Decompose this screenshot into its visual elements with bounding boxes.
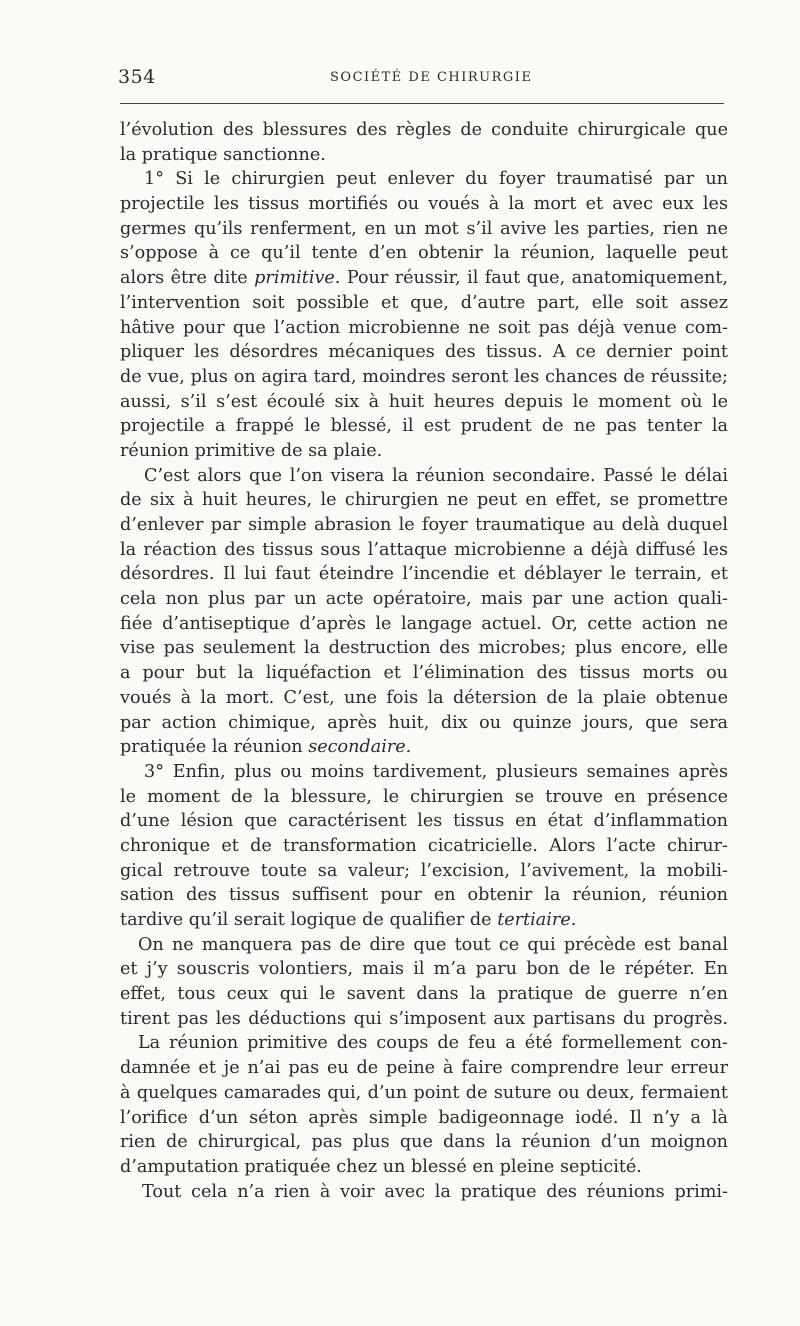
text-line: La réunion primitive des coups de feu a été formellement con- [138, 1033, 728, 1054]
page-number: 354 [118, 66, 156, 88]
text-line: s’oppose à ce qu’il tente d’en obtenir la réunion, laquelle peut [120, 243, 728, 264]
text-line [120, 266, 728, 291]
text-line: à quelques camarades qui, d’un point de suture ou deux, fermaient [120, 1082, 728, 1103]
text-line: cela non plus par un acte opératoire, mais par une action quali- [120, 589, 728, 610]
text-line: rien de chirurgical, pas plus que dans la réunion d’un moignon [120, 1132, 728, 1153]
italic-term: secondaire. [308, 737, 412, 758]
text-line: fiée d’antiseptique d’après le langage actuel. Or, cette action ne [120, 613, 728, 634]
text-line: le moment de la blessure, le chirurgien se trouve en présence [120, 786, 728, 807]
text-line: chronique et de transformation cicatricielle. Alors l’acte chirur- [120, 835, 728, 856]
text-line: Tout cela n’a rien à voir avec la pratique des réunions primi- [142, 1181, 728, 1202]
text-line: gical retrouve toute sa valeur; l’excision, l’avivement, la mobili- [120, 860, 728, 881]
text-line: la pratique sanctionne. [120, 144, 326, 165]
text-line: d’amputation pratiquée chez un blessé en pleine septicité. [120, 1156, 642, 1177]
text-line: projectile les tissus mortifiés ou voués à la mort et avec eux les [120, 194, 728, 215]
italic-term: tertiaire. [497, 910, 577, 930]
text-line: C’est alors que l’on visera la réunion secondaire. Passé le délai [144, 465, 728, 486]
text-segment: pratiquée la réunion [120, 737, 303, 758]
text-line: l’évolution des blessures des règles de conduite chirurgicale que [120, 120, 728, 140]
text-line [120, 908, 728, 933]
text-line: désordres. Il lui faut éteindre l’incendie et déblayer le terrain, et [120, 564, 728, 585]
text-line: et j’y souscris volontiers, mais il m’a paru bon de le répéter. En [120, 959, 728, 980]
text-segment: alors être dite [120, 268, 248, 289]
text-line: effet, tous ceux qui le savent dans la pratique de guerre n’en [120, 984, 728, 1005]
text-line: voués à la mort. C’est, une fois la détersion de la plaie obtenue [120, 687, 728, 708]
text-line: tirent pas les déductions qui s’imposent aux partisans du progrès. [120, 1008, 728, 1029]
text-line: 1° Si le chirurgien peut enlever du foyer traumatisé par un [144, 169, 728, 190]
text-line: germes qu’ils renferment, en un mot s’il avive les parties, rien ne [120, 218, 728, 239]
text-line: de vue, plus on agira tard, moindres seront les chances de réussite; [120, 366, 728, 387]
text-line: On ne manquera pas de dire que tout ce qui précède est banal [138, 934, 728, 955]
text-line: vise pas seulement la destruction des microbes; plus encore, elle [120, 638, 728, 659]
text-line: sation des tissus suffisent pour en obtenir la réunion, réunion [120, 885, 728, 906]
italic-term: primitive. [254, 268, 341, 289]
text-line: d’une lésion que caractérisent les tissus en état d’inflammation [120, 811, 728, 832]
text-line: la réaction des tissus sous l’attaque microbienne a déjà diffusé les [120, 539, 728, 560]
text-line: par action chimique, après huit, dix ou quinze jours, que sera [120, 712, 728, 733]
text-line [120, 735, 728, 760]
running-head: SOCIÉTÉ DE CHIRURGIE [330, 70, 533, 85]
text-line: aussi, s’il s’est écoulé six à huit heures depuis le moment où le [120, 391, 728, 412]
page-header [118, 62, 724, 92]
text-line: projectile a frappé le blessé, il est prudent de ne pas tenter la [120, 416, 728, 437]
text-line: hâtive pour que l’action microbienne ne soit pas déjà venue com- [120, 317, 728, 338]
text-line: l’intervention soit possible et que, d’autre part, elle soit assez [120, 292, 728, 313]
text-line: d’enlever par simple abrasion le foyer traumatique au delà duquel [120, 515, 728, 535]
header-rule [120, 103, 724, 104]
text-line: l’orifice d’un séton après simple badigeonnage iodé. Il n’y a là [120, 1107, 728, 1128]
text-line: damnée et je n’ai pas eu de peine à faire comprendre leur erreur [120, 1058, 728, 1079]
text-line: 3° Enfin, plus ou moins tardivement, plusieurs semaines après [144, 761, 728, 782]
text-line: de six à huit heures, le chirurgien ne peut en effet, se promettre [120, 490, 728, 511]
body-text [120, 118, 728, 1204]
text-segment: tardive qu’il serait logique de qualifier de [120, 910, 492, 930]
text-line: réunion primitive de sa plaie. [120, 440, 383, 461]
text-segment: Pour réussir, il faut que, anatomiquement, [340, 268, 728, 289]
text-line: pliquer les désordres mécaniques des tissus. A ce dernier point [120, 342, 728, 363]
text-line: a pour but la liquéfaction et l’élimination des tissus morts ou [120, 663, 728, 684]
